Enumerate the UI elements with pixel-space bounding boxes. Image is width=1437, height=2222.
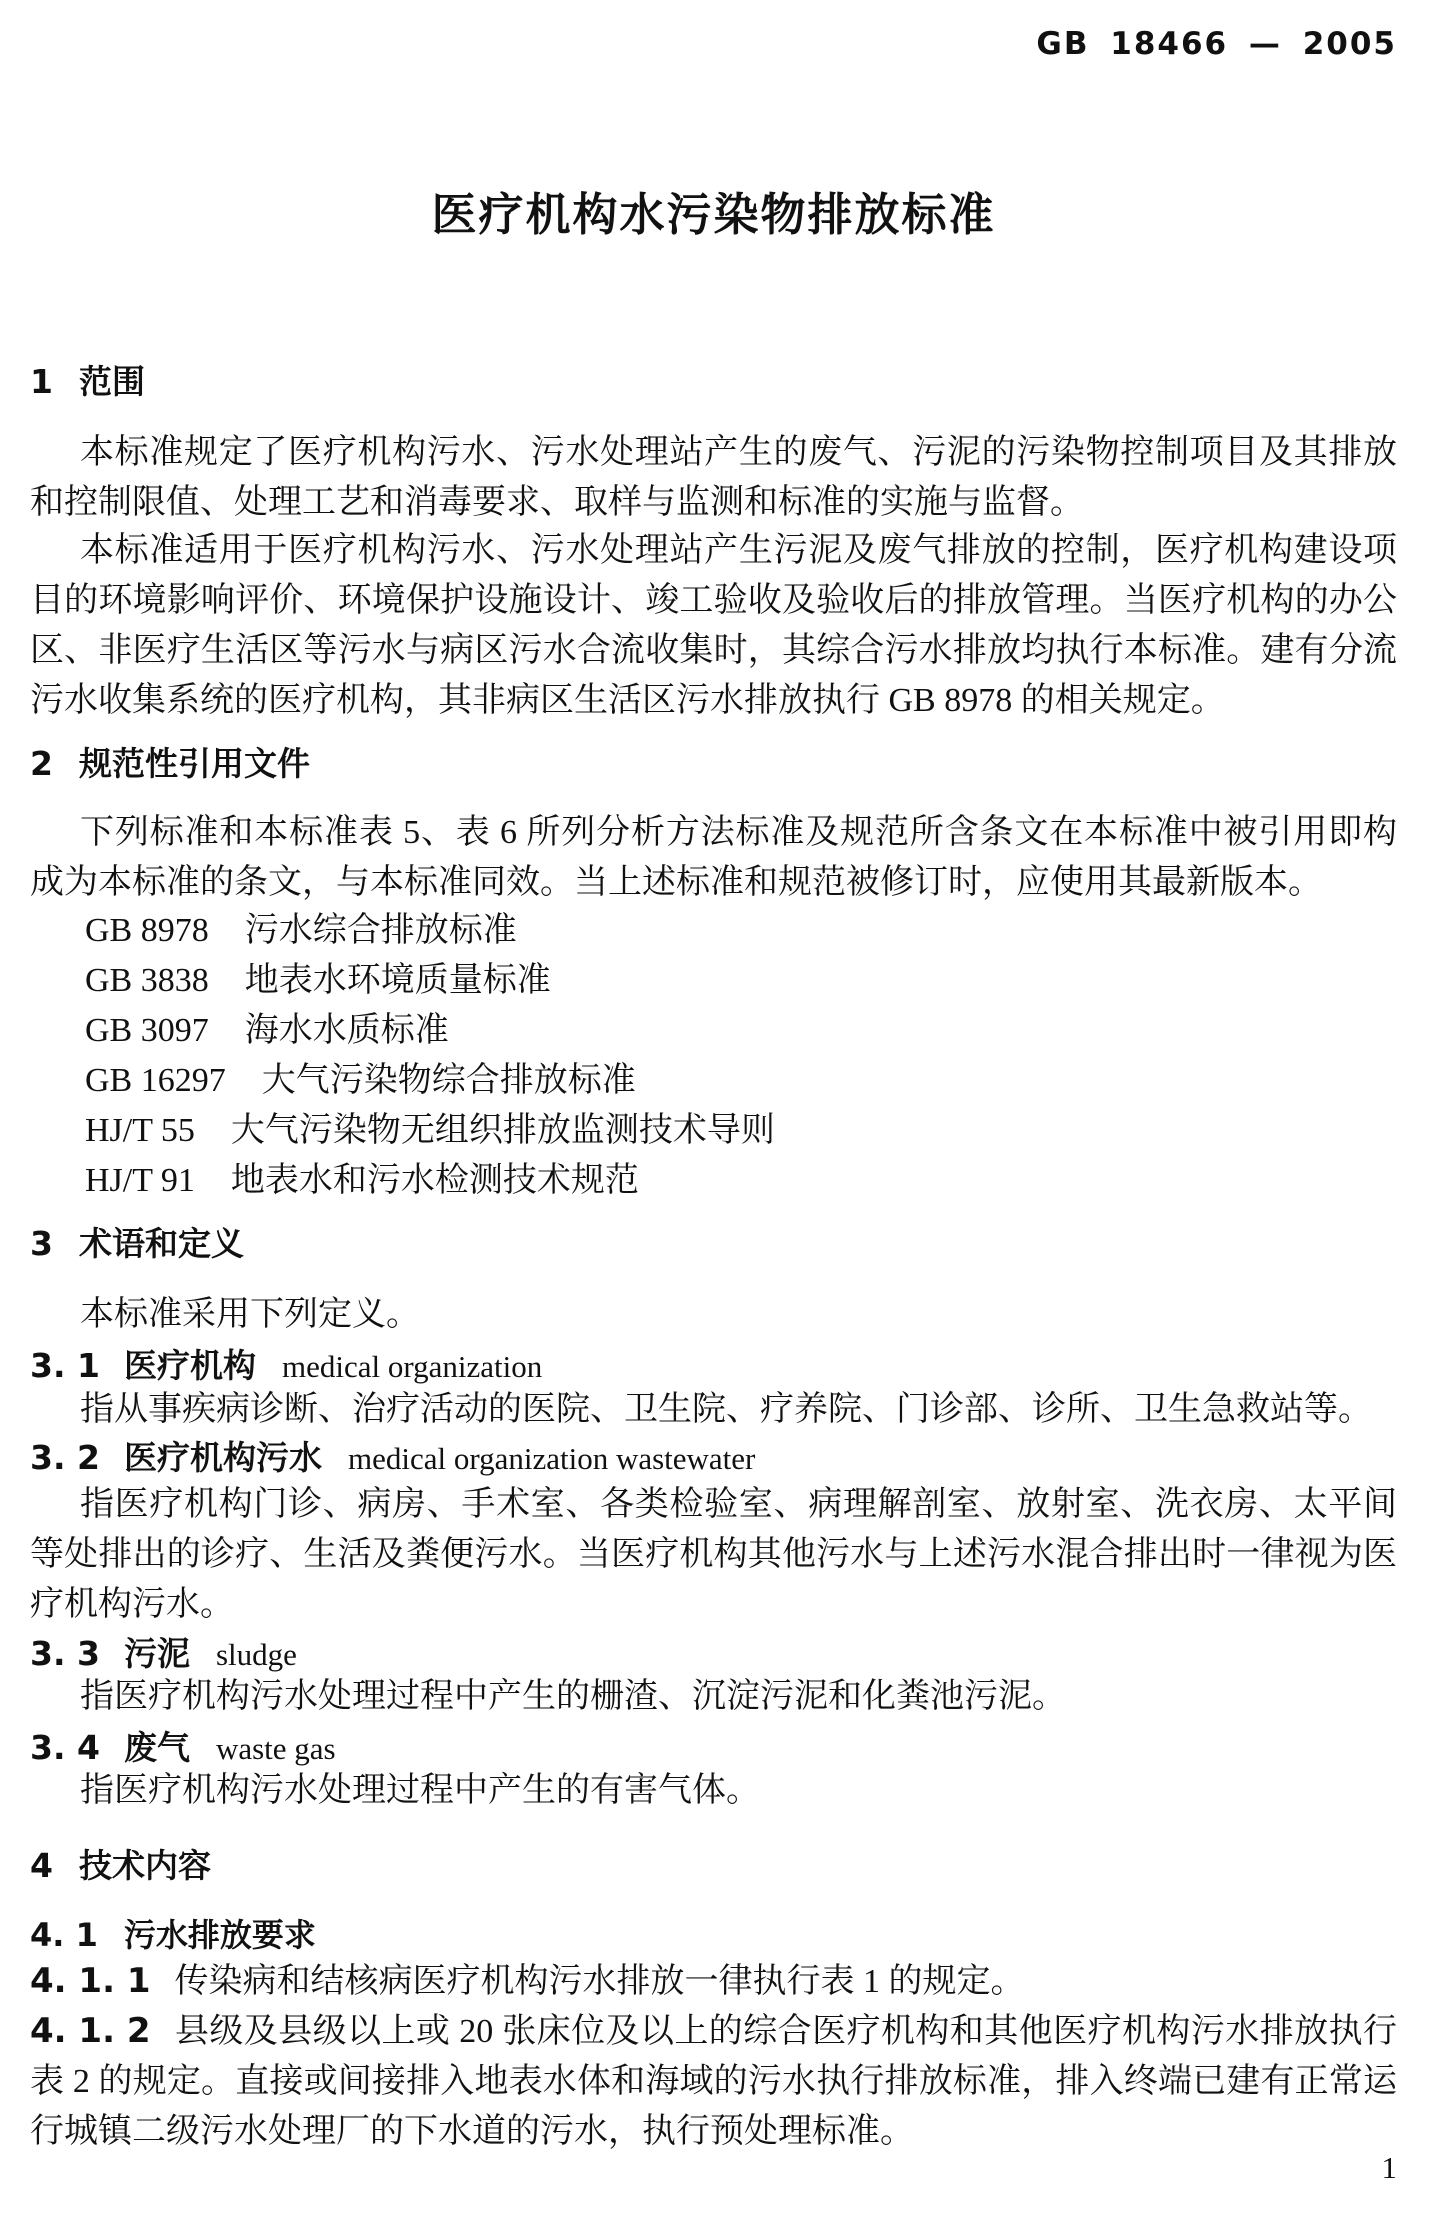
section-2-heading <box>30 738 1397 785</box>
section-4-1-number: 4. 1 <box>30 1916 98 1954</box>
term-zh: 医疗机构污水 <box>123 1438 322 1477</box>
section-2-title: 规范性引用文件 <box>78 744 310 783</box>
reference-code: GB 16297 <box>85 1062 226 1099</box>
term-3-3-definition: 指医疗机构污水处理过程中产生的栅渣、沉淀污泥和化粪池污泥。 <box>80 1678 1066 1715</box>
term-number: 3. 4 <box>30 1728 100 1767</box>
term-3-4-definition: 指医疗机构污水处理过程中产生的有害气体。 <box>80 1772 760 1809</box>
clause-number: 4. 1. 2 <box>30 2011 151 2051</box>
reference-title: 地表水环境质量标准 <box>244 962 551 999</box>
reference-item <box>85 1156 1397 1206</box>
section-2-number: 2 <box>30 744 53 783</box>
section-4-1-heading <box>30 1910 1397 1956</box>
term-number: 3. 3 <box>30 1634 100 1673</box>
reference-title: 海水水质标准 <box>244 1012 449 1049</box>
reference-item <box>85 906 1397 956</box>
reference-title: 大气污染物综合排放标准 <box>261 1062 636 1099</box>
reference-code: HJ/T 91 <box>85 1162 195 1199</box>
section-4-1-title: 污水排放要求 <box>123 1916 316 1954</box>
reference-title: 地表水和污水检测技术规范 <box>230 1162 639 1199</box>
section-3-number: 3 <box>30 1224 53 1263</box>
term-number: 3. 2 <box>30 1438 100 1477</box>
term-zh: 医疗机构 <box>123 1346 256 1385</box>
reference-item <box>85 1056 1397 1106</box>
section-1-paragraph-1: 本标准规定了医疗机构污水、污水处理站产生的废气、污泥的污染物控制项目及其排放和控制限值、处理工艺和消毒要求、取样与监测和标准的实施与监督。 <box>30 434 1397 521</box>
reference-list <box>30 906 1397 1206</box>
term-en: medical organization <box>281 1349 543 1384</box>
reference-item <box>85 1106 1397 1156</box>
term-number: 3. 1 <box>30 1346 100 1385</box>
term-3-4-heading <box>30 1722 1397 1769</box>
reference-title: 大气污染物无组织排放监测技术导则 <box>230 1112 775 1149</box>
section-1-heading <box>30 356 1397 403</box>
clause-4-1-1 <box>30 1956 1397 2007</box>
reference-title: 污水综合排放标准 <box>244 912 517 949</box>
section-1-paragraph-2: 本标准适用于医疗机构污水、污水处理站产生污泥及废气排放的控制，医疗机构建设项目的环境影响评价、环境保护设施设计、竣工验收及验收后的排放管理。当医疗机构的办公区、非医疗生活区等污水与病区污水合流收集时，其综合污水排放均执行本标准。建有分流污水收集系统的医疗机构，其非病区生活区污水排放执行 GB 8978 的相关规定。 <box>30 532 1397 719</box>
document-title: 医疗机构水污染物排放标准 <box>431 188 996 241</box>
clause-4-1-2 <box>30 2006 1397 2157</box>
clause-number: 4. 1. 1 <box>30 1961 151 2001</box>
term-en: medical organization wastewater <box>347 1441 756 1476</box>
section-3-title: 术语和定义 <box>78 1224 244 1263</box>
section-4-heading <box>30 1840 1397 1887</box>
section-4-title: 技术内容 <box>78 1846 211 1885</box>
reference-item <box>85 956 1397 1006</box>
reference-item <box>85 1006 1397 1056</box>
section-2-paragraph: 下列标准和本标准表 5、表 6 所列分析方法标准及规范所含条文在本标准中被引用即构成为本标准的条文，与本标准同效。当上述标准和规范被修订时，应使用其最新版本。 <box>30 814 1397 901</box>
term-3-3-heading <box>30 1628 1397 1675</box>
term-3-1-definition: 指从事疾病诊断、治疗活动的医院、卫生院、疗养院、门诊部、诊所、卫生急救站等。 <box>80 1391 1372 1428</box>
section-1-title: 范围 <box>78 362 145 401</box>
term-zh: 废气 <box>123 1728 190 1767</box>
term-en: sludge <box>215 1637 297 1672</box>
reference-code: GB 8978 <box>85 912 209 949</box>
term-3-2-definition: 指医疗机构门诊、病房、手术室、各类检验室、病理解剖室、放射室、洗衣房、太平间等处排出的诊疗、生活及粪便污水。当医疗机构其他污水与上述污水混合排出时一律视为医疗机构污水。 <box>30 1486 1397 1623</box>
clause-text: 传染病和结核病医疗机构污水排放一律执行表 1 的规定。 <box>174 1963 1025 2000</box>
section-1-number: 1 <box>30 362 53 401</box>
section-4-number: 4 <box>30 1846 53 1885</box>
reference-code: GB 3838 <box>85 962 209 999</box>
term-zh: 污泥 <box>123 1634 190 1673</box>
section-3-heading <box>30 1218 1397 1265</box>
section-3-intro: 本标准采用下列定义。 <box>80 1296 420 1333</box>
clause-text: 县级及县级以上或 20 张床位及以上的综合医疗机构和其他医疗机构污水排放执行表 2 的规定。直接或间接排入地表水体和海域的污水执行排放标准，排入终端已建有正常运行城镇二级污水处理厂的下水道的污水，执行预处理标准。 <box>30 2013 1397 2150</box>
term-3-1-heading <box>30 1340 1397 1387</box>
page-number: 1 <box>1381 2150 1397 2185</box>
term-en: waste gas <box>215 1731 336 1766</box>
standard-code: GB 18466 — 2005 <box>1036 26 1397 62</box>
term-3-2-heading <box>30 1432 1397 1479</box>
reference-code: GB 3097 <box>85 1012 209 1049</box>
reference-code: HJ/T 55 <box>85 1112 195 1149</box>
